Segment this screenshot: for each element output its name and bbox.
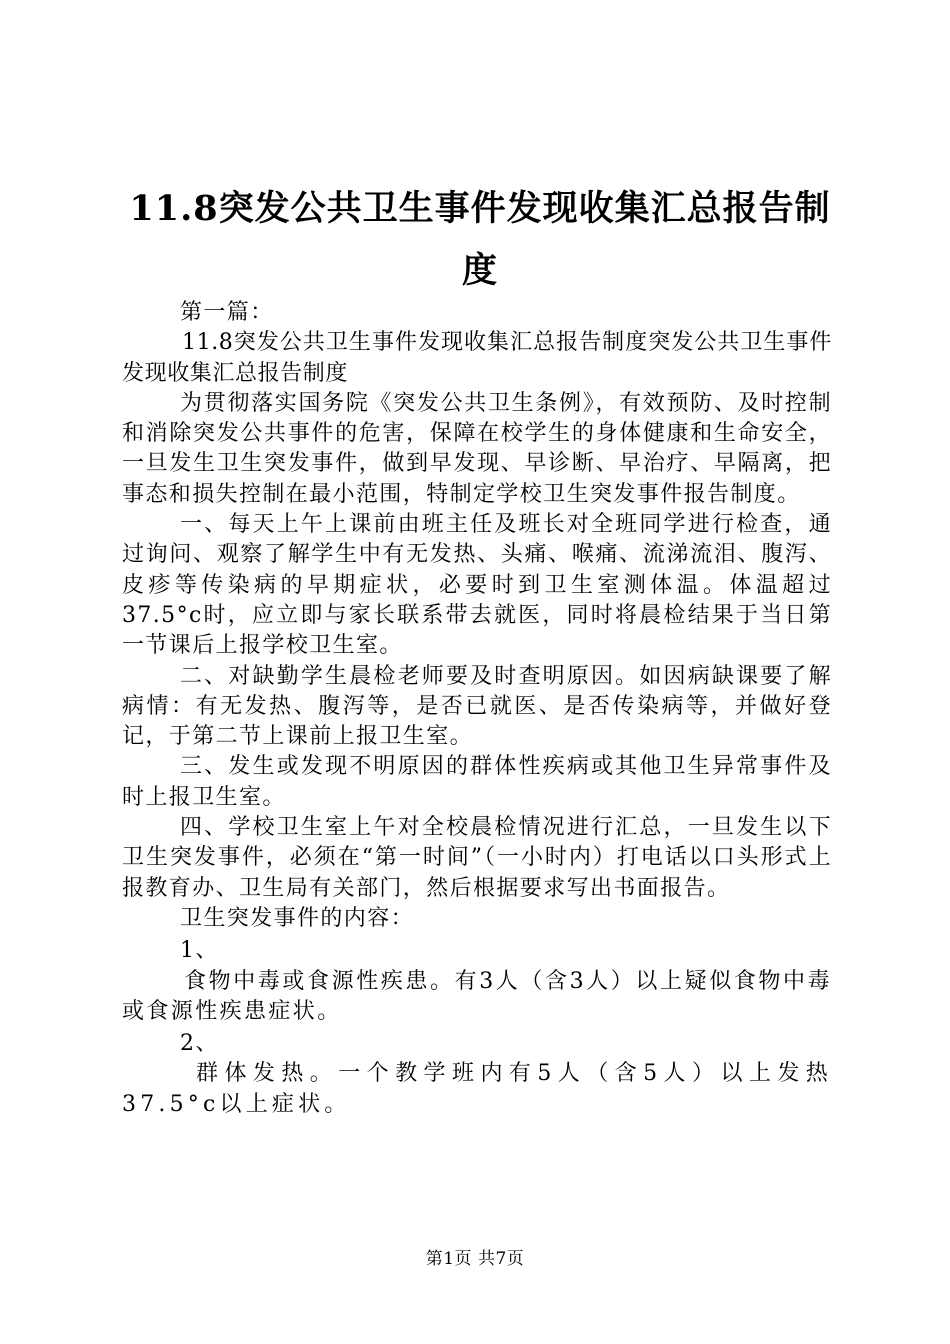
title-line-2: 度 [461, 250, 498, 291]
list-item-body-2: 群体发热。一个教学班内有5人（含5人）以上发热37.5°c以上症状。 [122, 1061, 832, 1117]
page-footer: 第1页 共7页 [425, 1249, 525, 1269]
title-line-1: 11.8突发公共卫生事件发现收集汇总报告制 [129, 188, 831, 229]
document-title [120, 180, 840, 300]
list-item-number-1: 1、 [180, 938, 219, 964]
paragraph-content-heading: 卫生突发事件的内容： [180, 905, 415, 931]
paragraph-rule-4: 四、学校卫生室上午对全校晨检情况进行汇总，一旦发生以下卫生突发事件，必须在“第一时间”（一小时内）打电话以口头形式上报教育办、卫生局有关部门，然后根据要求写出书面报告。 [122, 815, 832, 901]
list-item-number-2: 2、 [180, 1031, 219, 1057]
section-heading: 第一篇： [180, 300, 274, 325]
document-body [122, 298, 832, 1120]
paragraph-rule-2: 二、对缺勤学生晨检老师要及时查明原因。如因病缺课要了解病情：有无发热、腹泻等，是否已就医、是否传染病等，并做好登记，于第二节上课前上报卫生室。 [122, 663, 832, 750]
list-item-body-1: 食物中毒或食源性疾患。有3人（含3人）以上疑似食物中毒或食源性疾患症状。 [122, 968, 832, 1024]
paragraph-rule-1: 一、每天上午上课前由班主任及班长对全班同学进行检查，通过询问、观察了解学生中有无发热、头痛、喉痛、流涕流泪、腹泻、皮疹等传染病的早期症状，必要时到卫生室测体温。体温超过37.5°c时，应立即与家长联系带去就医，同时将晨检结果于当日第一节课后上报学校卫生室。 [122, 512, 832, 659]
paragraph-purpose: 为贯彻落实国务院《突发公共卫生条例》，有效预防、及时控制和消除突发公共事件的危害，保障在校学生的身体健康和生命安全，一旦发生卫生突发事件，做到早发现、早诊断、早治疗、早隔离，把事态和损失控制在最小范围，特制定学校卫生突发事件报告制度。 [122, 390, 832, 507]
paragraph-rule-3: 三、发生或发现不明原因的群体性疾病或其他卫生异常事件及时上报卫生室。 [122, 754, 832, 810]
paragraph-intro-title: 11.8突发公共卫生事件发现收集汇总报告制度突发公共卫生事件发现收集汇总报告制度 [122, 330, 832, 386]
